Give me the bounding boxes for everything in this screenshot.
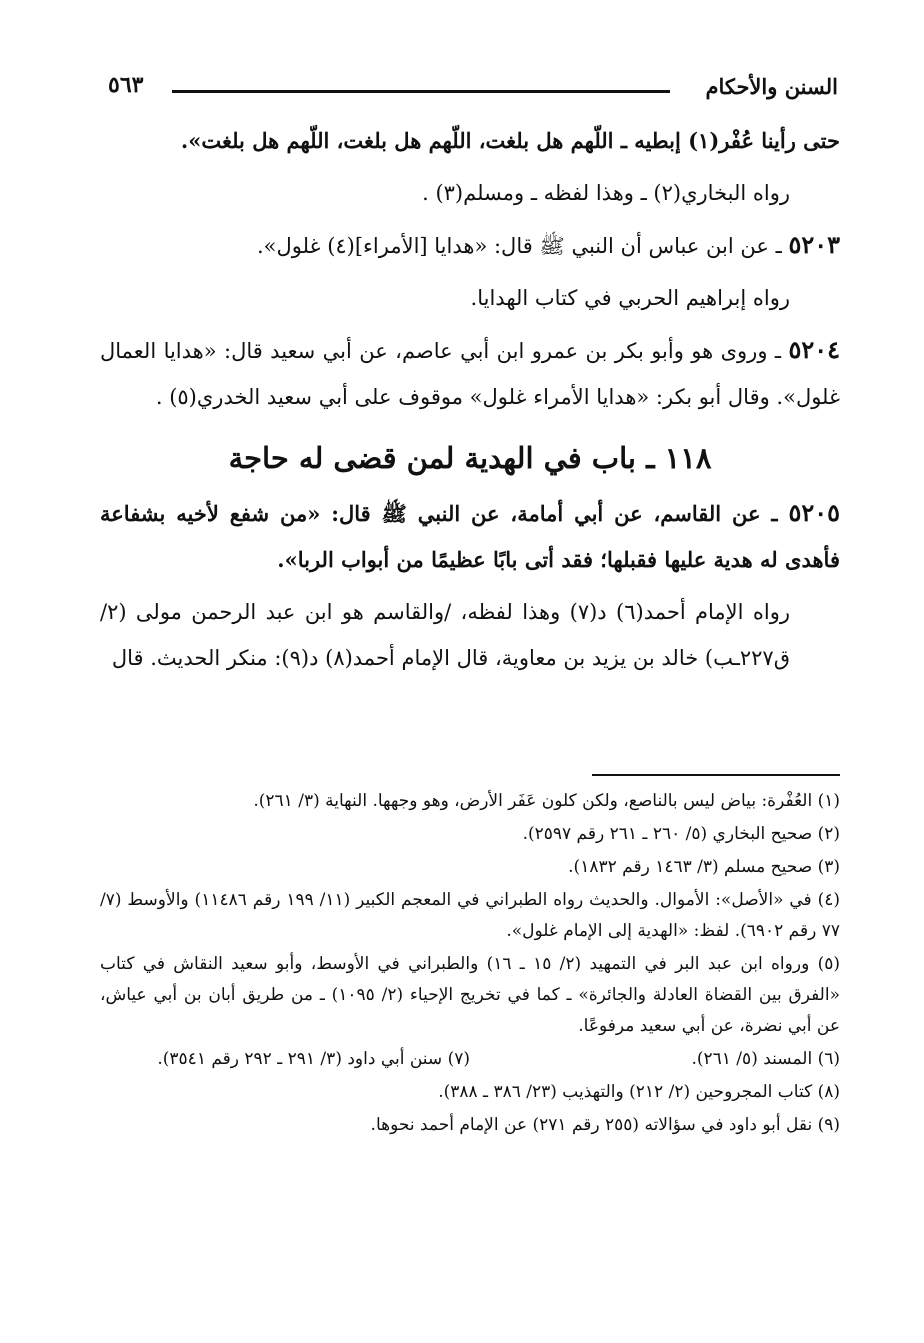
footnotes [100, 786, 840, 1143]
main-text [100, 118, 840, 687]
hadith-number: ٥٢٠٥ [788, 498, 840, 527]
hadith-number: ٥٢٠٤ [788, 335, 840, 364]
footnote-6: (٦) المسند (٥/ ٢٦١). [691, 1049, 840, 1069]
footnote-4: (٤) في «الأصل»: الأموال. والحديث رواه الطبراني في المعجم الكبير (١١/ ١٩٩ رقم ١١٤٨٦) والأوسط (٧/ ٧٧ رقم ٦٩٠٢). لفظ: «الهدية إلى الإمام غلول». [100, 890, 840, 941]
paragraph-narration-3: رواه الإمام أحمد(٦) د(٧) وهذا لفظه، /والقاسم هو ابن عبد الرحمن مولى (٢/ق٢٢٧ـب) خالد بن يزيد بن معاوية، قال الإمام أحمد(٨) د(٩): منكر الحديث. قال [100, 600, 790, 670]
page-header [108, 70, 838, 106]
hadith-5204 [100, 327, 840, 420]
hadith-text: ـ عن القاسم، عن أبي أمامة، عن النبي ﷺ قال: «من شفع لأخيه بشفاعة فأهدى له هدية عليها فقبلها؛ فقد أتى بابًا عظيمًا من أبواب الربا». [100, 501, 840, 572]
hadith-text: ـ وروى هو وأبو بكر بن عمرو ابن أبي عاصم، عن أبي سعيد قال: «هدايا العمال غلول». وقال أبو بكر: «هدايا الأمراء غلول» موقوف على أبي سعيد الخدري(٥) . [100, 339, 840, 409]
page-number: ٥٦٣ [108, 72, 144, 98]
footnote-1: (١) العُفْرة: بياض ليس بالناصع، ولكن كلون عَفَر الأرض، وهو وجهها. النهاية (٣/ ٢٦١). [253, 791, 840, 811]
footnote-row [100, 1044, 840, 1077]
paragraph-hadith-end: حتى رأينا عُفْر(١) إبطيه ـ اللّهم هل بلغت، اللّهم هل بلغت، اللّهم هل بلغت». [180, 128, 840, 153]
footnote-3: (٣) صحيح مسلم (٣/ ١٤٦٣ رقم ١٨٣٢). [568, 857, 840, 877]
footnote-5: (٥) ورواه ابن عبد البر في التمهيد (٢/ ١٥ ـ ١٦) والطبراني في الأوسط، وأبو سعيد النقاش في كتاب «الفرق بين القضاة العادلة والجائرة» ـ كما في تخريج الإحياء (٢/ ١٠٩٥) ـ من طريق أبان بن أبي عياش، عن أبي نضرة، عن أبي سعيد مرفوعًا. [100, 954, 840, 1036]
header-rule [172, 90, 670, 93]
hadith-number: ٥٢٠٣ [788, 230, 840, 259]
section-heading: ١١٨ ـ باب في الهدية لمن قضى له حاجة [228, 441, 712, 475]
hadith-5205 [100, 490, 840, 583]
hadith-text: ـ عن ابن عباس أن النبي ﷺ قال: «هدايا [الأمراء](٤) غلول». [256, 234, 782, 258]
footnote-9: (٩) نقل أبو داود في سؤالاته (٢٥٥ رقم ٢٧١) عن الإمام أحمد نحوها. [370, 1115, 840, 1135]
footnote-rule [592, 774, 840, 776]
footnote-2: (٢) صحيح البخاري (٥/ ٢٦٠ ـ ٢٦١ رقم ٢٥٩٧). [522, 824, 840, 844]
footnote-7: (٧) سنن أبي داود (٣/ ٢٩١ ـ ٢٩٢ رقم ٣٥٤١). [157, 1049, 470, 1069]
paragraph-narration-1: رواه البخاري(٢) ـ وهذا لفظه ـ ومسلم(٣) . [422, 181, 790, 205]
footnote-8: (٨) كتاب المجروحين (٢/ ٢١٢) والتهذيب (٢٣/ ٣٨٦ ـ ٣٨٨). [438, 1082, 840, 1102]
running-title: السنن والأحكام [705, 74, 838, 99]
paragraph-narration-2: رواه إبراهيم الحربي في كتاب الهدايا. [470, 286, 790, 310]
hadith-5203 [100, 222, 840, 269]
